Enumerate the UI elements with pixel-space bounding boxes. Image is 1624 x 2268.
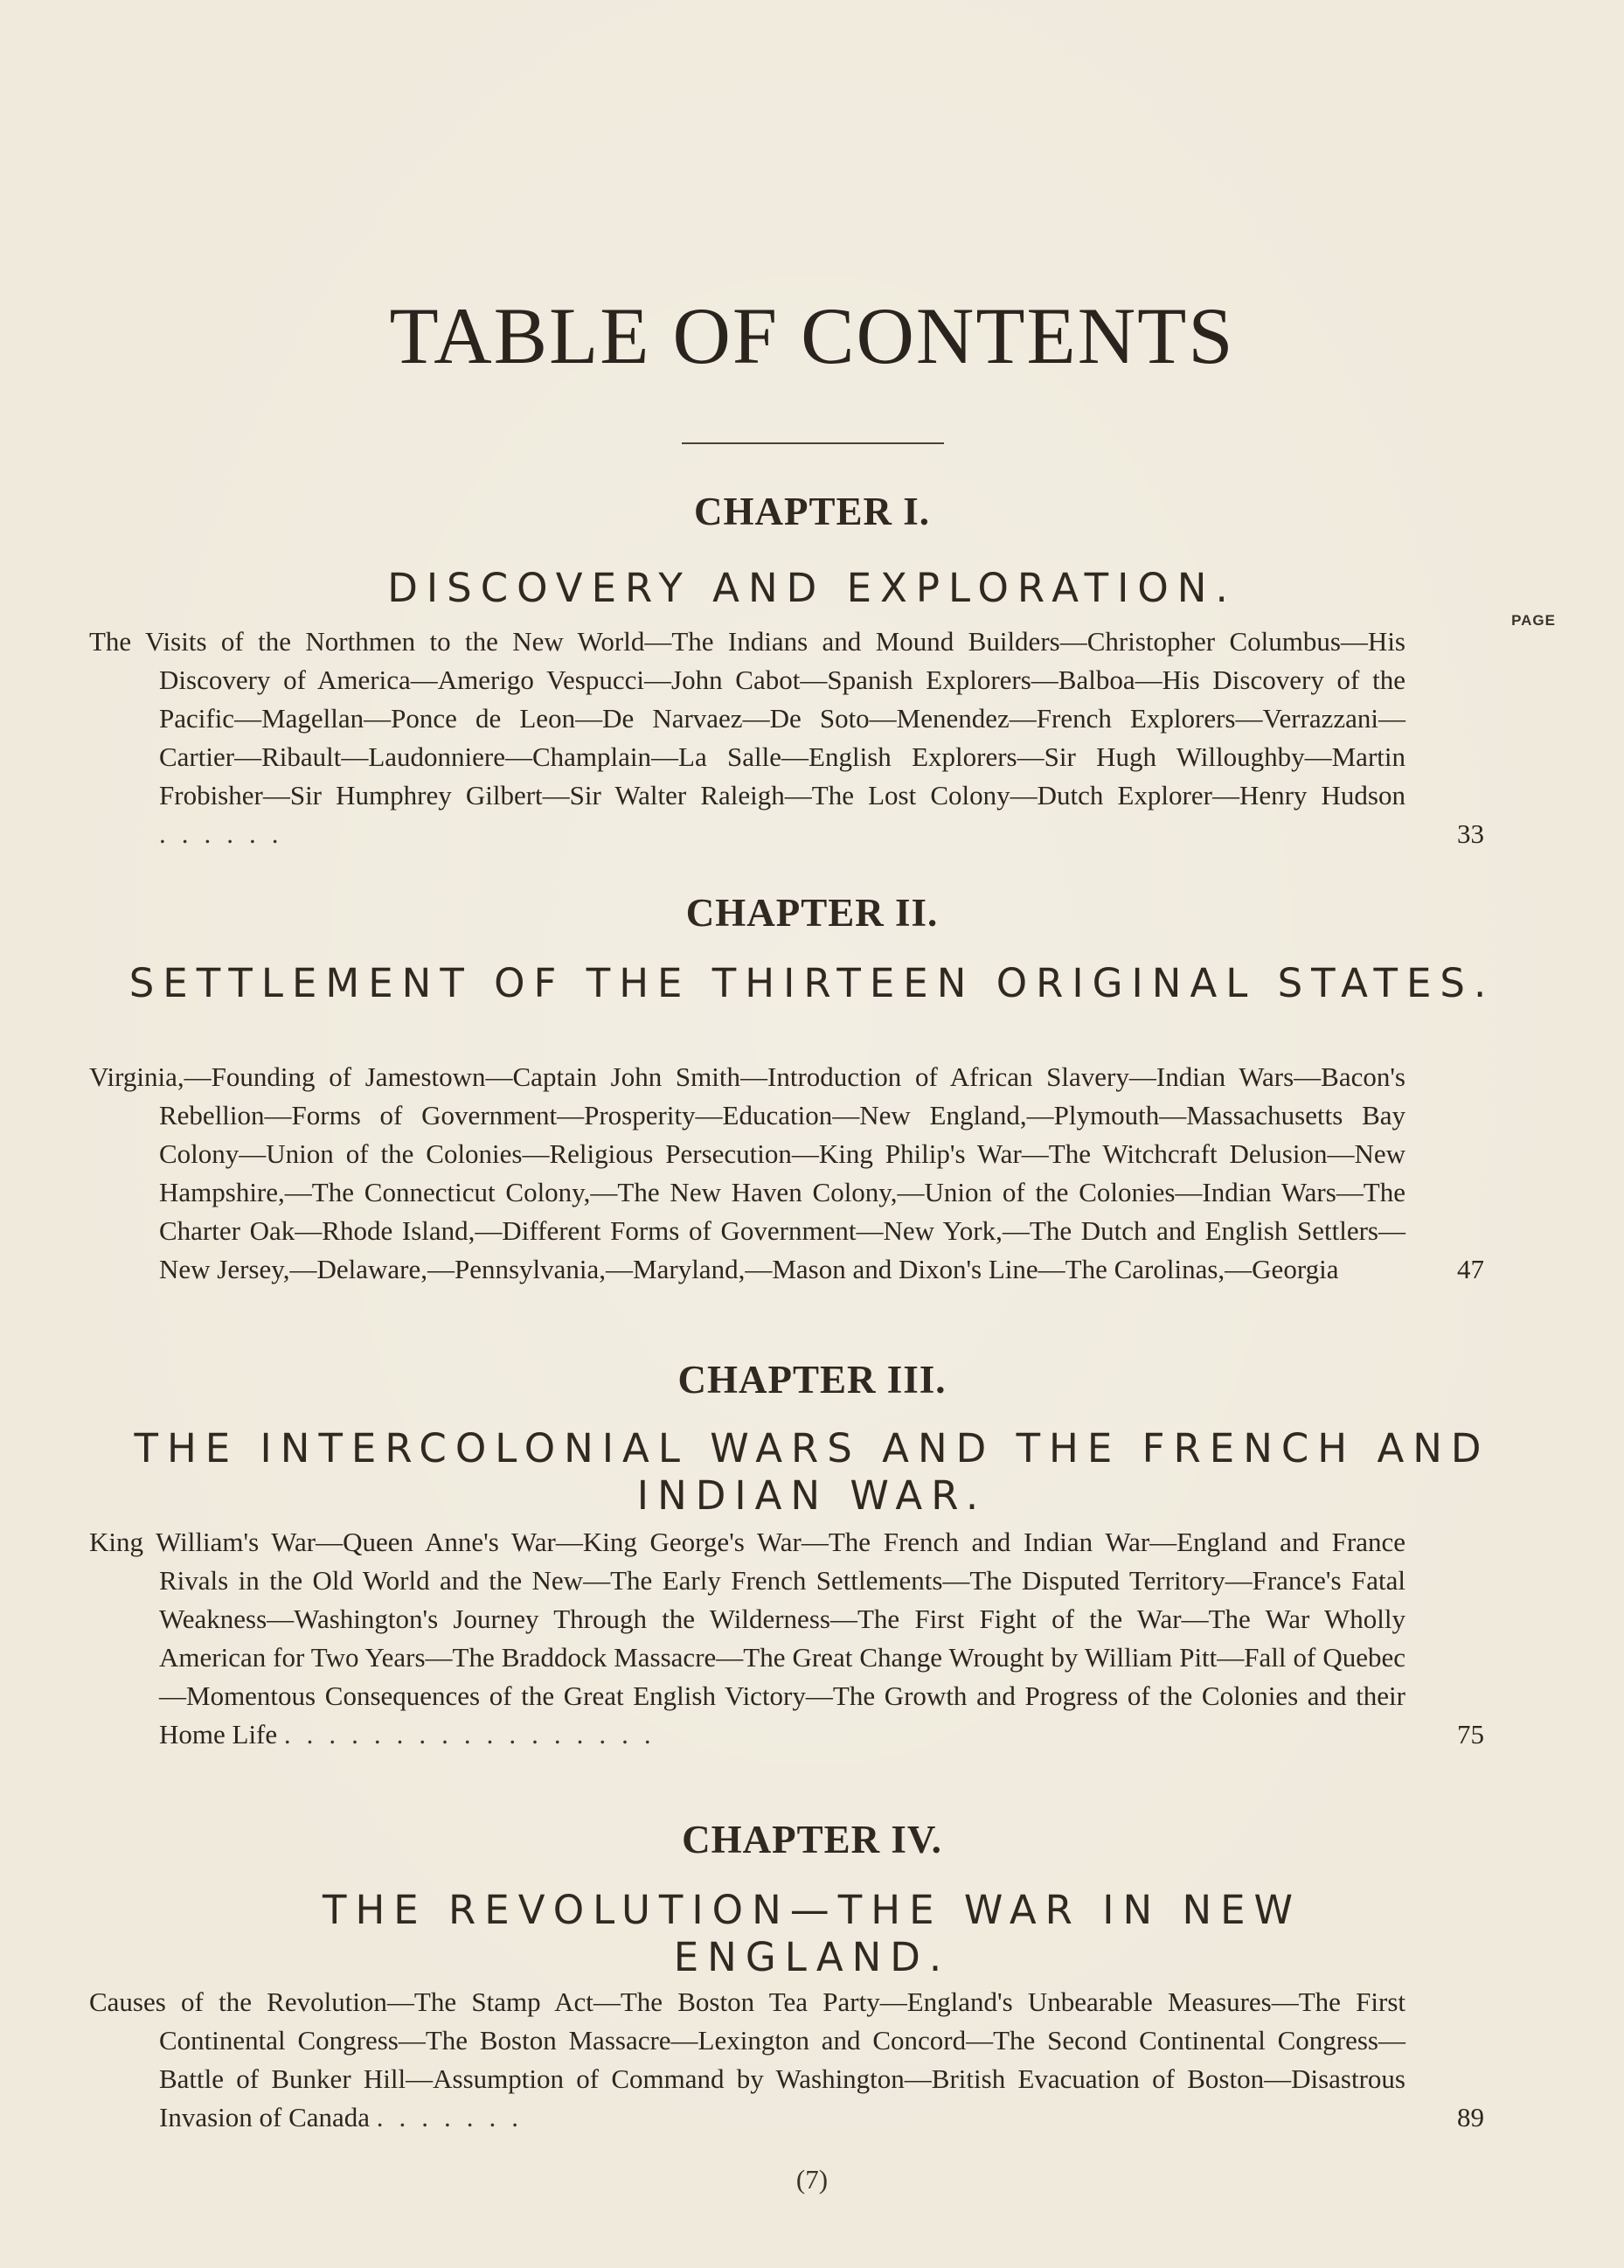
chapter-1-page-number: 33 bbox=[1457, 818, 1484, 849]
chapter-2-entry bbox=[89, 1058, 1484, 1289]
page-column-label: PAGE bbox=[1511, 612, 1556, 629]
chapter-2-subtitle: SETTLEMENT OF THE THIRTEEN ORIGINAL STATES. bbox=[128, 960, 1496, 1006]
chapter-3-page-number: 75 bbox=[1457, 1719, 1484, 1750]
chapter-3-heading: CHAPTER III. bbox=[677, 1358, 947, 1402]
chapter-4-summary: Causes of the Revolution—The Stamp Act—The Boston Tea Party—England's Unbearable Measures—The First Continental Congress—The Boston Massacre—Lexington and Concord—The Second Continental Congress—Battle of Bunker Hill—Assumption of Command by Washington—British Evacuation of Boston—Disastrous Invasion of Canada ....... bbox=[89, 1986, 1405, 2132]
chapter-4-entry bbox=[89, 1983, 1484, 2137]
page-title: TABLE OF CONTENTS bbox=[389, 291, 1235, 380]
leader-dots: ....... bbox=[376, 2102, 535, 2132]
chapter-1-summary: The Visits of the Northmen to the New World—The Indians and Mound Builders—Christopher Columbus—His Discovery of America—Amerigo Vespucci—John Cabot—Spanish Explorers—Balboa—His Discovery of the Pacific—Magellan—Ponce de Leon—De Narvaez—De Soto—Menendez—French Explorers—Verrazzani—Cartier—Ribault—Laudonniere—Champlain—La Salle—English Explorers—Sir Hugh Willoughby—Martin Frobisher—Sir Humphrey Gilbert—Sir Walter Raleigh—The Lost Colony—Dutch Explorer—Henry Hudson ...... bbox=[89, 626, 1405, 849]
chapter-2-heading: CHAPTER II. bbox=[685, 891, 939, 935]
chapter-2-summary: Virginia,—Founding of Jamestown—Captain John Smith—Introduction of African Slavery—Indian Wars—Bacon's Rebellion—Forms of Government—Prosperity—Education—New England,—Plymouth—Massachusetts Bay Colony—Union of the Colonies—Religious Persecution—King Philip's War—The Witchcraft Delusion—New Hampshire,—The Connecticut Colony,—The New Haven Colony,—Union of the Colonies—Indian Wars—The Charter Oak—Rhode Island,—Different Forms of Government—New York,—The Dutch and English Settlers—New Jersey,—Delaware,—Pennsylvania,—Maryland,—Mason and Dixon's Line—The Carolinas,—Georgia bbox=[89, 1061, 1405, 1284]
chapter-1-entry bbox=[89, 623, 1484, 853]
leader-dots: ...... bbox=[159, 818, 295, 849]
chapter-3-subtitle: THE INTERCOLONIAL WARS AND THE FRENCH AND INDIAN WAR. bbox=[134, 1425, 1490, 1519]
leader-dots: ................. bbox=[283, 1719, 667, 1750]
chapter-4-heading: CHAPTER IV. bbox=[682, 1818, 942, 1861]
chapter-4-page-number: 89 bbox=[1457, 2102, 1484, 2132]
chapter-3-entry bbox=[89, 1523, 1484, 1754]
chapter-1-subtitle: DISCOVERY AND EXPLORATION. bbox=[387, 565, 1237, 611]
title-divider bbox=[682, 442, 944, 444]
footer-page-number: (7) bbox=[795, 2164, 829, 2195]
chapter-3-summary: King William's War—Queen Anne's War—King George's War—The French and Indian War—England and France Rivals in the Old World and the New—The Early French Settlements—The Disputed Territory—France's Fatal Weakness—Washington's Journey Through the Wilderness—The First Fight of the War—The War Wholly American for Two Years—The Braddock Massacre—The Great Change Wrought by William Pitt—Fall of Quebec—Momentous Consequences of the Great English Victory—The Growth and Progress of the Colonies and their Home Life ................. bbox=[89, 1527, 1405, 1750]
chapter-2-page-number: 47 bbox=[1457, 1254, 1484, 1284]
chapter-1-heading: CHAPTER I. bbox=[693, 490, 931, 533]
chapter-4-subtitle: THE REVOLUTION—THE WAR IN NEW ENGLAND. bbox=[322, 1887, 1302, 1980]
